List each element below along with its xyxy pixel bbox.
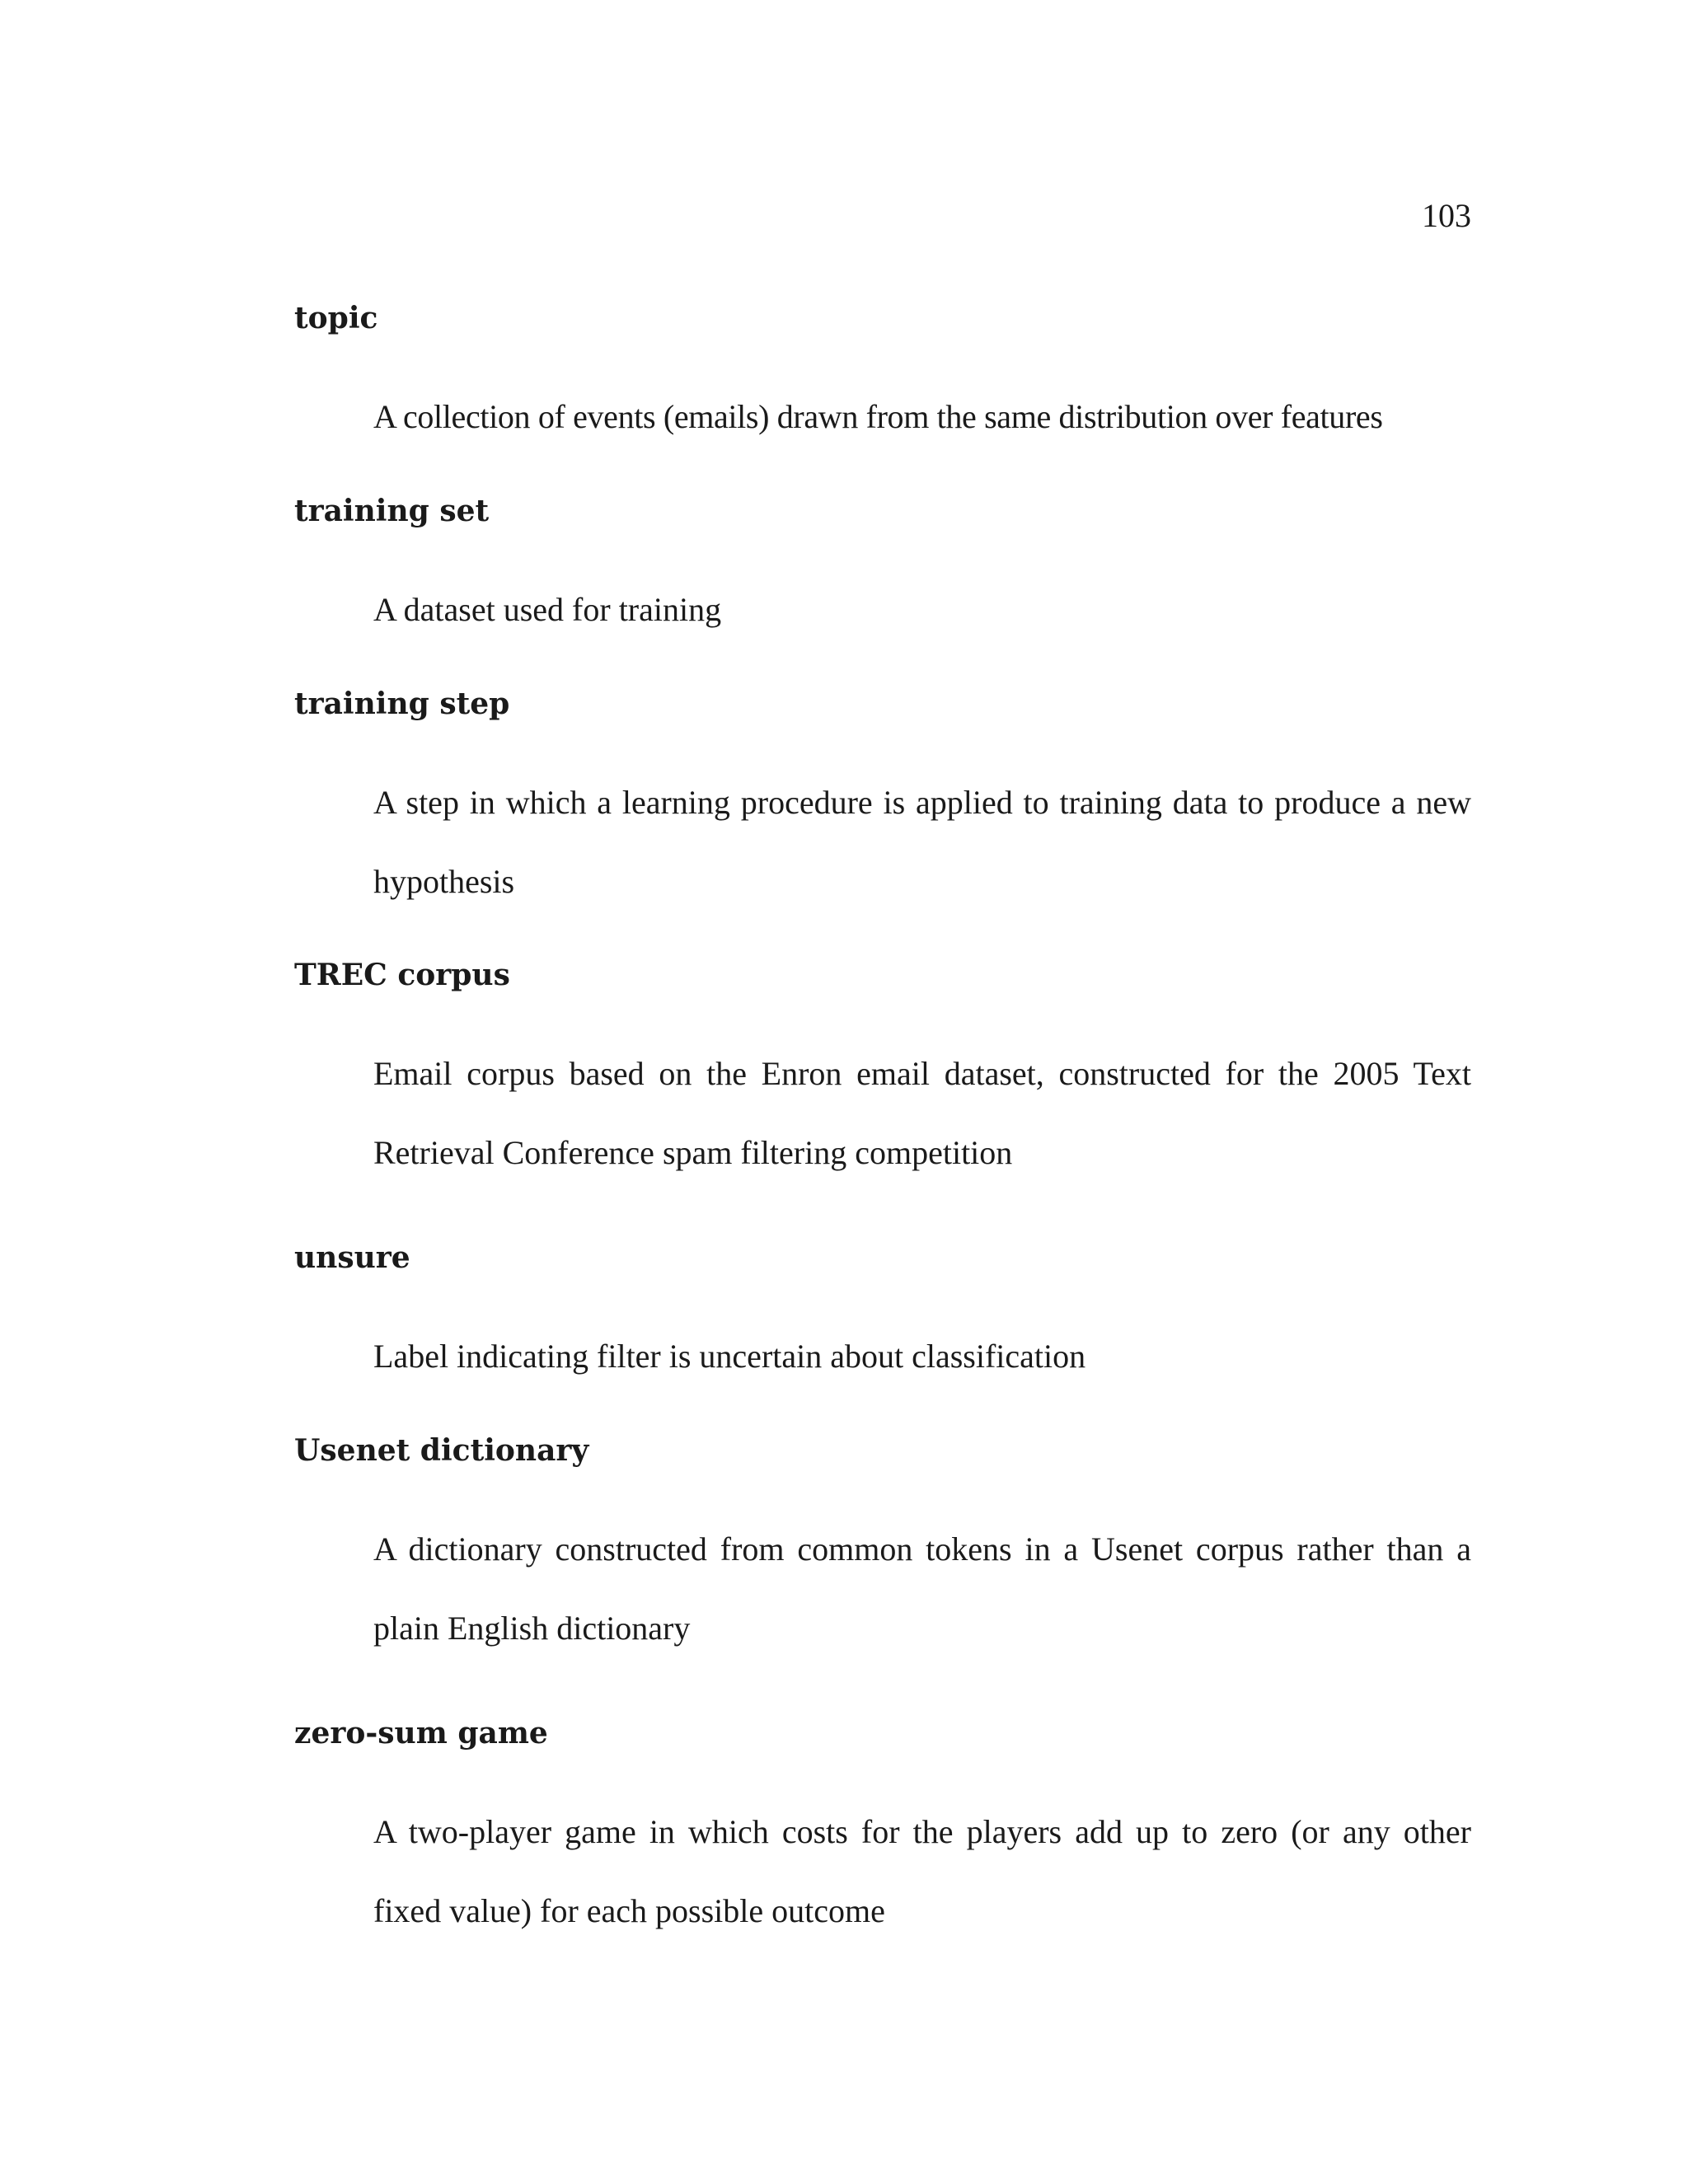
glossary-term: unsure xyxy=(294,1240,410,1275)
glossary-definition: A dictionary constructed from common tokens in a Usenet corpus rather than a plain English dictionary xyxy=(373,1530,1471,1647)
glossary-entry-training-step xyxy=(294,687,1471,921)
glossary-definition: Label indicating filter is uncertain about classification xyxy=(373,1338,1086,1375)
glossary-term: topic xyxy=(294,301,378,335)
glossary-entry-topic xyxy=(294,302,1471,457)
glossary-definition: A dataset used for training xyxy=(373,591,722,628)
glossary-entry-trec-corpus xyxy=(294,958,1471,1193)
glossary-entry-training-set xyxy=(294,494,1471,649)
glossary-term: TREC corpus xyxy=(294,958,510,992)
glossary-entry-usenet-dictionary xyxy=(294,1434,1471,1668)
glossary-entry-zero-sum-game xyxy=(294,1717,1471,1951)
glossary-entry-unsure xyxy=(294,1241,1471,1396)
glossary-definition: Email corpus based on the Enron email dataset, constructed for the 2005 Text Retrieval Conference spam filtering competition xyxy=(373,1055,1471,1171)
glossary-term: training set xyxy=(294,494,490,528)
glossary-definition: A two-player game in which costs for the players add up to zero (or any other fixed value) for each possible outcome xyxy=(373,1813,1471,1929)
page-number: 103 xyxy=(1422,197,1471,234)
glossary-term: Usenet dictionary xyxy=(294,1433,589,1468)
glossary-term: zero-sum game xyxy=(294,1716,548,1750)
glossary-definition: A step in which a learning procedure is applied to training data to produce a new hypothesis xyxy=(373,784,1471,900)
glossary-term: training step xyxy=(294,687,510,721)
glossary-definition: A collection of events (emails) drawn from the same distribution over features xyxy=(373,398,1383,435)
